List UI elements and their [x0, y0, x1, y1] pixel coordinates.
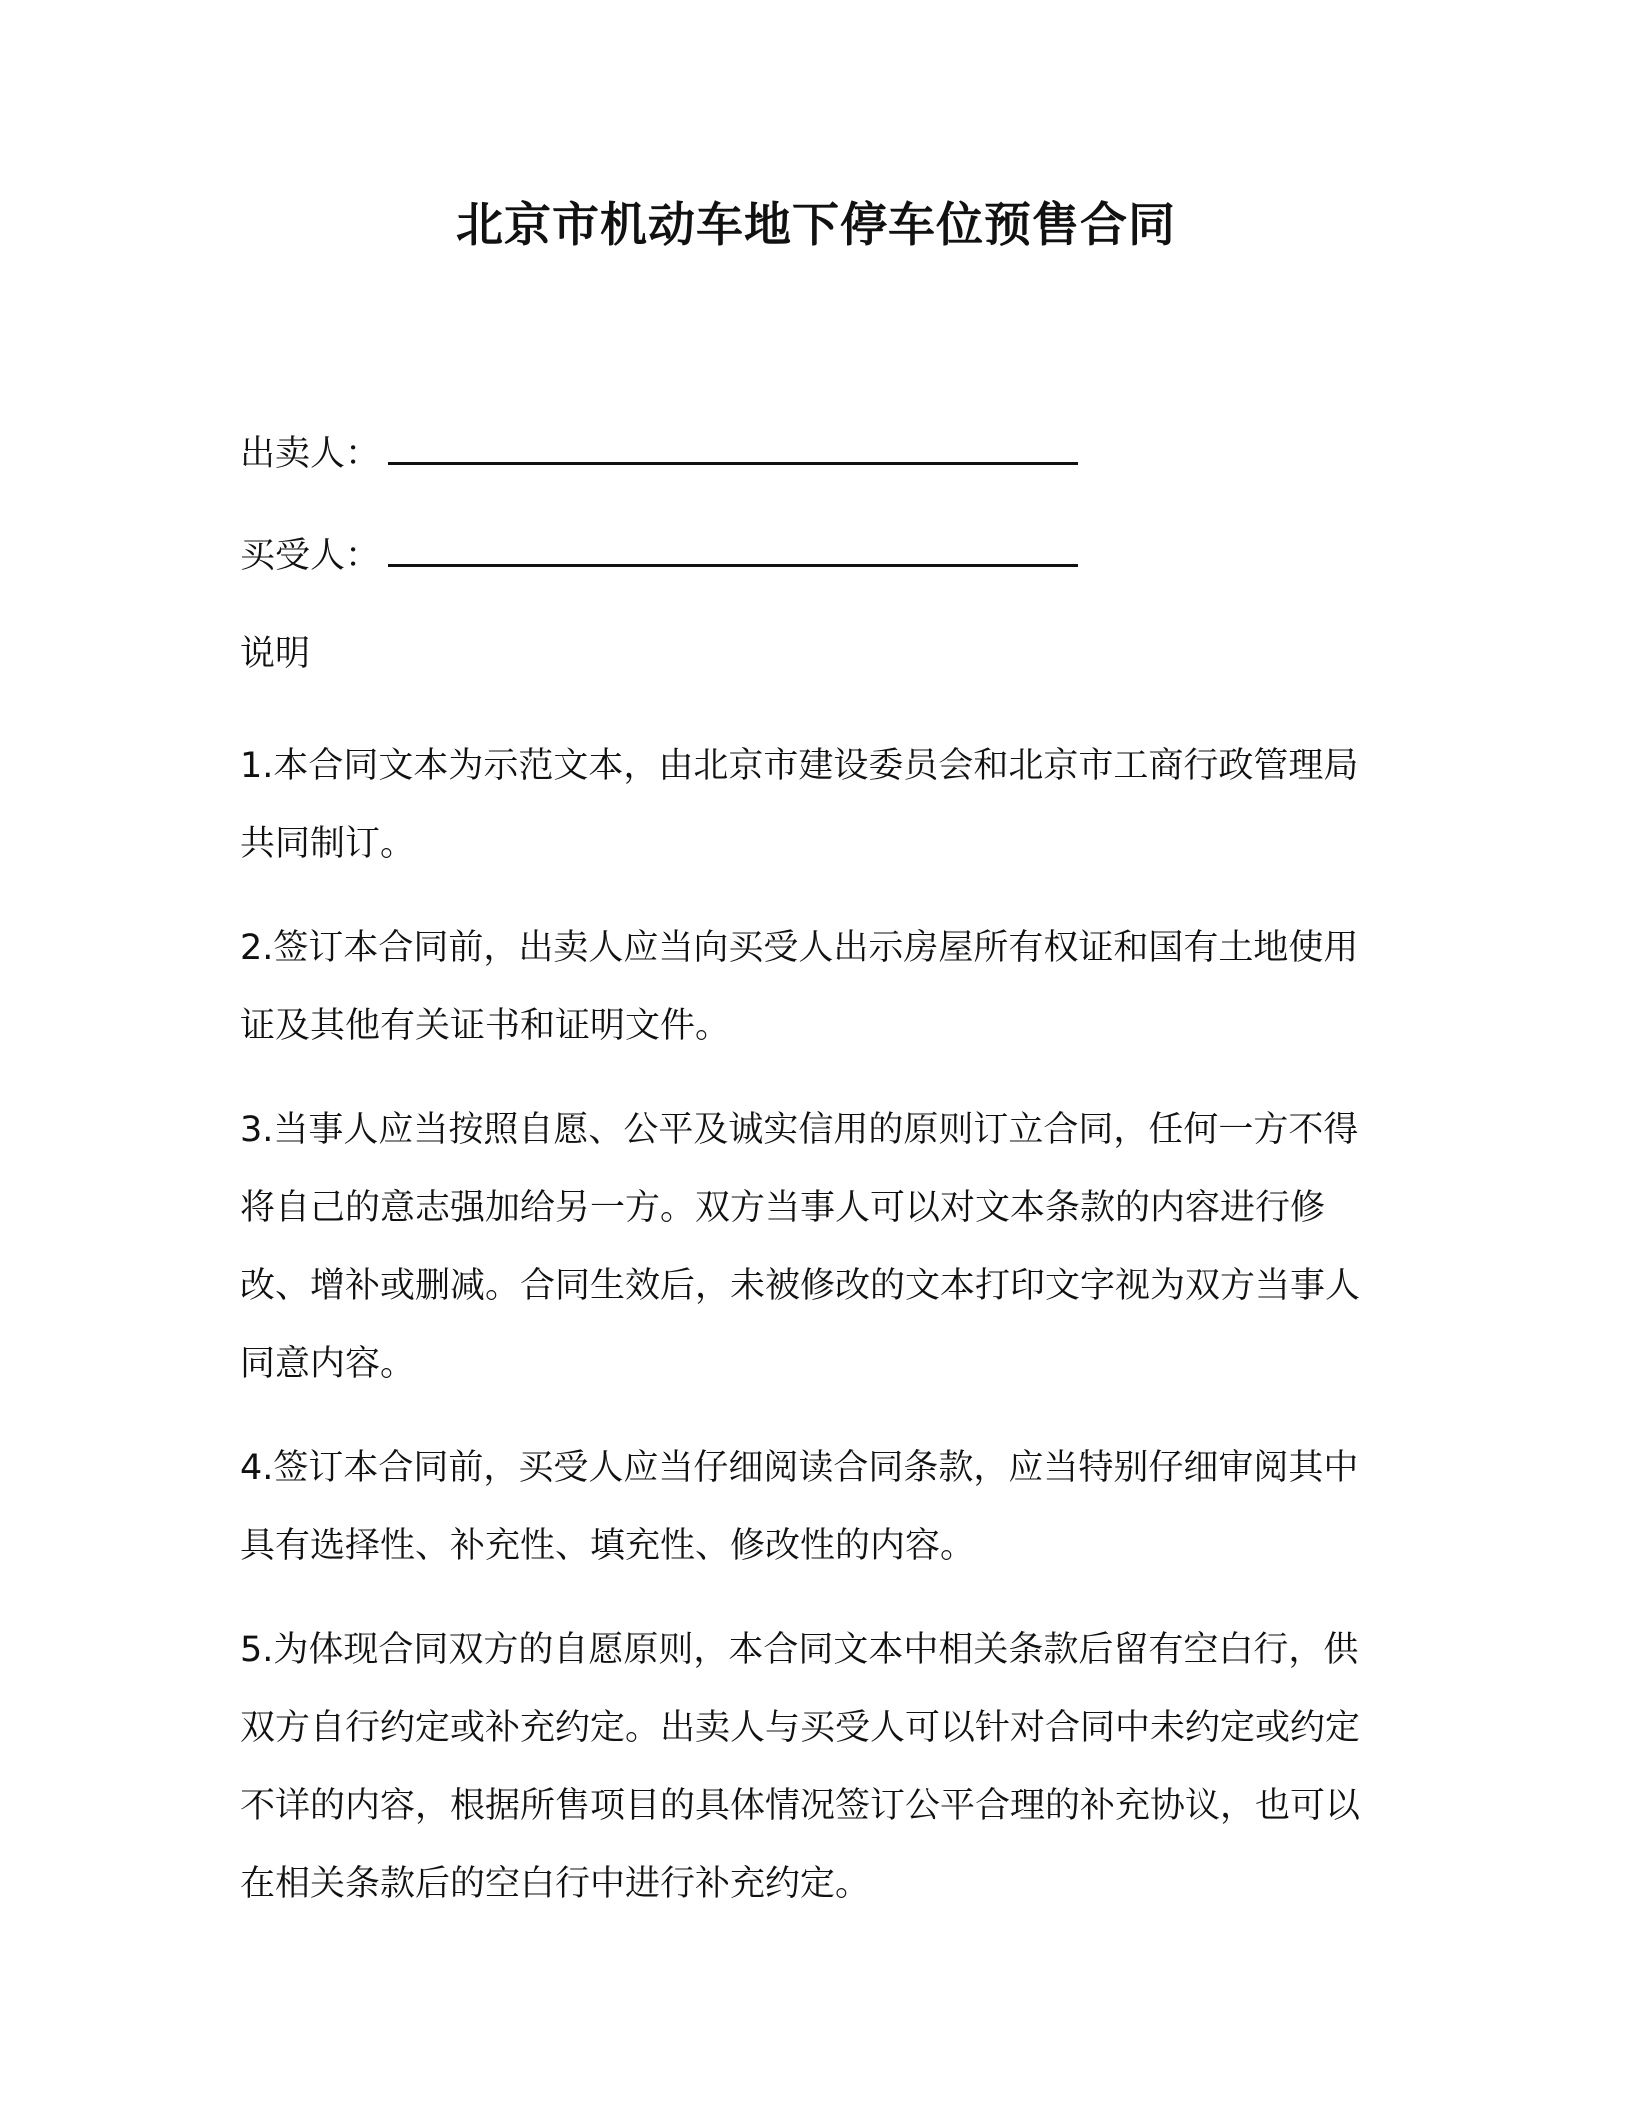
note-item-2: 2.签订本合同前，出卖人应当向买受人出示房屋所有权证和国有土地使用证及其他有关证书和证明文件。	[240, 928, 1359, 1046]
seller-label: 出卖人：	[240, 434, 381, 474]
seller-line	[240, 430, 1078, 478]
note-item-3: 3.当事人应当按照自愿、公平及诚实信用的原则订立合同，任何一方不得将自己的意志强加给另一方。双方当事人可以对文本条款的内容进行修改、增补或删减。合同生效后，未被修改的文本打印文字视为双方当事人同意内容。	[240, 1110, 1361, 1384]
seller-blank-field[interactable]	[388, 432, 1078, 465]
notes-heading: 说明	[240, 634, 311, 674]
buyer-line	[240, 532, 1078, 580]
notes-list	[240, 727, 1370, 1949]
buyer-label: 买受人：	[240, 536, 381, 576]
document-title: 北京市机动车地下停车位预售合同	[456, 198, 1176, 253]
note-item-4: 4.签订本合同前，买受人应当仔细阅读合同条款，应当特别仔细审阅其中具有选择性、补充性、填充性、修改性的内容。	[240, 1448, 1359, 1566]
buyer-blank-field[interactable]	[388, 534, 1078, 567]
note-item-1: 1.本合同文本为示范文本，由北京市建设委员会和北京市工商行政管理局共同制订。	[240, 746, 1359, 864]
note-item-5: 5.为体现合同双方的自愿原则，本合同文本中相关条款后留有空白行，供双方自行约定或补充约定。出卖人与买受人可以针对合同中未约定或约定不详的内容，根据所售项目的具体情况签订公平合理的补充协议，也可以在相关条款后的空白行中进行补充约定。	[240, 1630, 1361, 1904]
